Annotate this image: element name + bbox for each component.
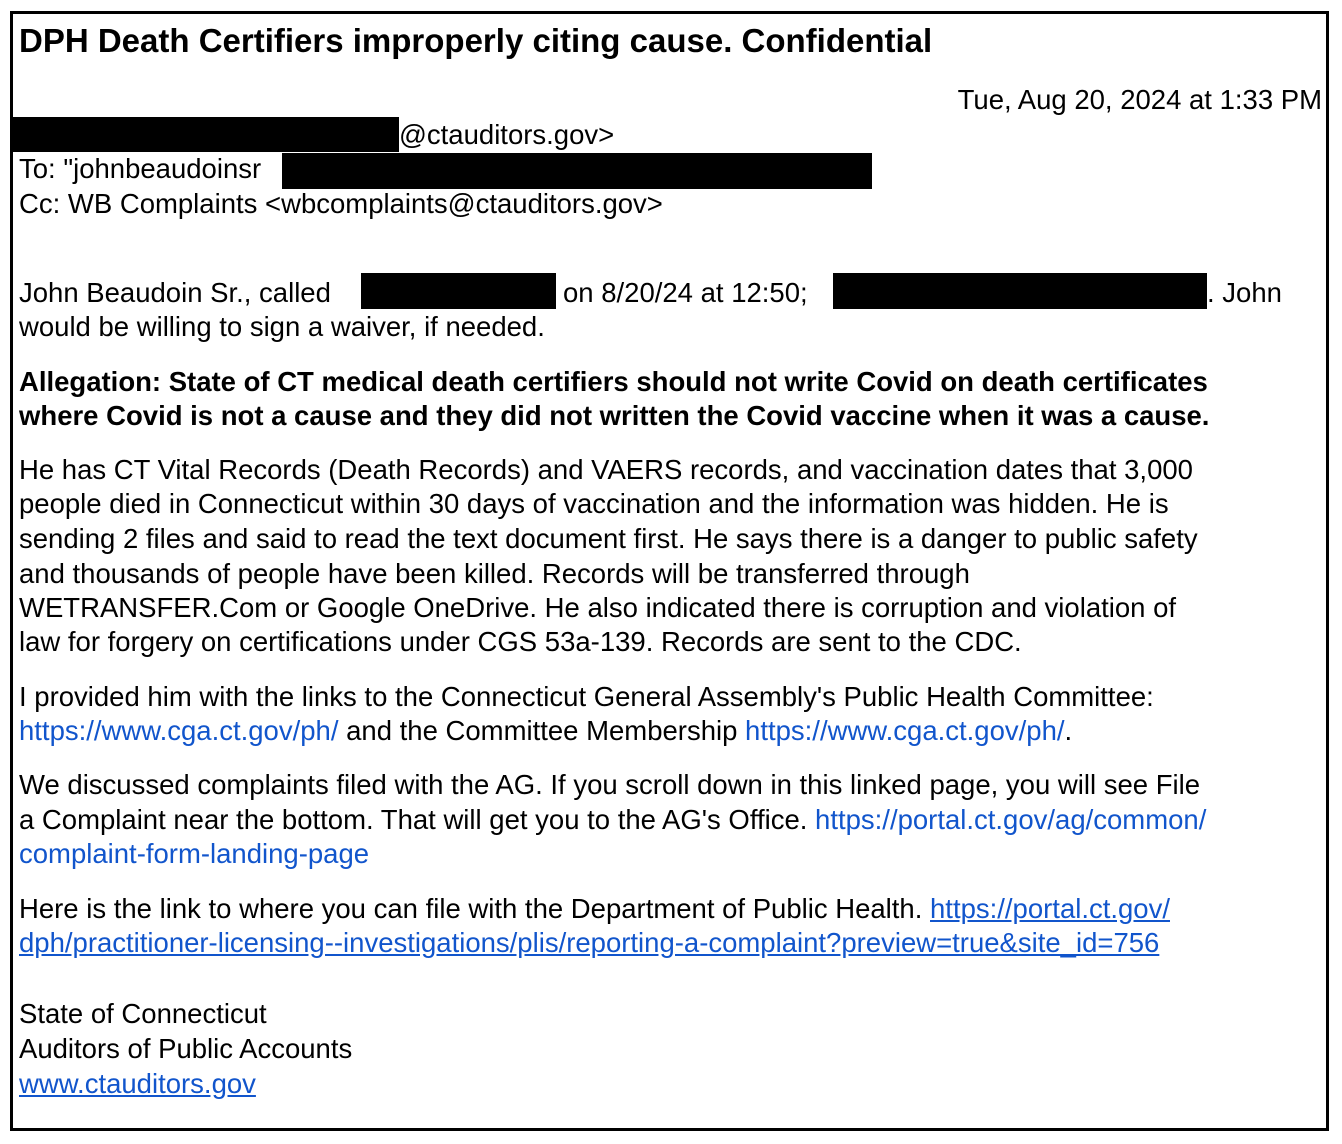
allegation-line-2: where Covid is not a cause and they did not written the Covid vaccine when it was a cause.: [19, 400, 1210, 431]
intro-line2: would be willing to sign a waiver, if needed.: [19, 311, 545, 342]
dph-line-1: [19, 892, 1170, 926]
signature-line-1: State of Connecticut: [19, 998, 267, 1029]
links-intro: I provided him with the links to the Connecticut General Assembly's Public Health Committee:: [19, 681, 1154, 712]
records-line-4: and thousands of people have been killed. Records will be transferred through: [19, 558, 970, 589]
ag-line-3: [19, 837, 369, 871]
records-line-1: He has CT Vital Records (Death Records) and VAERS records, and vaccination dates that 3,000: [19, 454, 1193, 485]
link-dph-part1[interactable]: https://portal.ct.gov/: [930, 893, 1170, 924]
links-line-2: [19, 714, 1072, 748]
redaction-sender: [10, 117, 399, 152]
intro-part1: John Beaudoin Sr., called: [19, 277, 331, 308]
redaction-called-name: [361, 273, 556, 309]
ag-line-2: [19, 803, 1206, 837]
from-address: @ctauditors.gov>: [399, 119, 615, 150]
to-line: To: "johnbeaudoinsr: [19, 153, 262, 184]
redaction-details: [833, 273, 1207, 309]
dph-line-1-text: Here is the link to where you can file with the Department of Public Health.: [19, 893, 931, 924]
link-ctauditors[interactable]: www.ctauditors.gov: [19, 1068, 256, 1099]
signature-line-2: Auditors of Public Accounts: [19, 1033, 353, 1064]
intro-part2: on 8/20/24 at 12:50;: [563, 277, 808, 308]
link-dph-part2[interactable]: dph/practitioner-licensing--investigations/plis/reporting-a-complaint?preview=true&site_id=756: [19, 927, 1160, 958]
records-line-6: law for forgery on certifications under CGS 53a-139. Records are sent to the CDC.: [19, 626, 1022, 657]
records-line-5: WETRANSFER.Com or Google OneDrive. He also indicated there is corruption and violation of: [19, 592, 1177, 623]
email-subject: DPH Death Certifiers improperly citing cause. Confidential: [19, 22, 933, 59]
link-ag-complaint-part2[interactable]: complaint-form-landing-page: [19, 838, 370, 869]
links-end-text: .: [1064, 715, 1073, 746]
link-cga-membership[interactable]: https://www.cga.ct.gov/ph/: [745, 715, 1065, 746]
cc-line: Cc: WB Complaints <wbcomplaints@ctauditors.gov>: [19, 188, 663, 219]
links-mid-text: and the Committee Membership: [338, 715, 746, 746]
link-ag-complaint-part1[interactable]: https://portal.ct.gov/ag/common/: [815, 804, 1207, 835]
signature-website-line: [19, 1067, 256, 1101]
ag-line-2-text: a Complaint near the bottom. That will get you to the AG's Office.: [19, 804, 816, 835]
ag-line-1: We discussed complaints filed with the AG. If you scroll down in this linked page, you will see File: [19, 769, 1201, 800]
records-line-3: sending 2 files and said to read the text document first. He says there is a danger to public safety: [19, 523, 1198, 554]
records-line-2: people died in Connecticut within 30 days of vaccination and the information was hidden. He is: [19, 488, 1169, 519]
intro-part3: . John: [1207, 277, 1282, 308]
email-date: Tue, Aug 20, 2024 at 1:33 PM: [957, 84, 1322, 115]
dph-line-2: [19, 926, 1159, 960]
link-cga-ph[interactable]: https://www.cga.ct.gov/ph/: [19, 715, 339, 746]
redaction-recipient: [282, 153, 872, 189]
allegation-line-1: Allegation: State of CT medical death certifiers should not write Covid on death certificates: [19, 366, 1208, 397]
